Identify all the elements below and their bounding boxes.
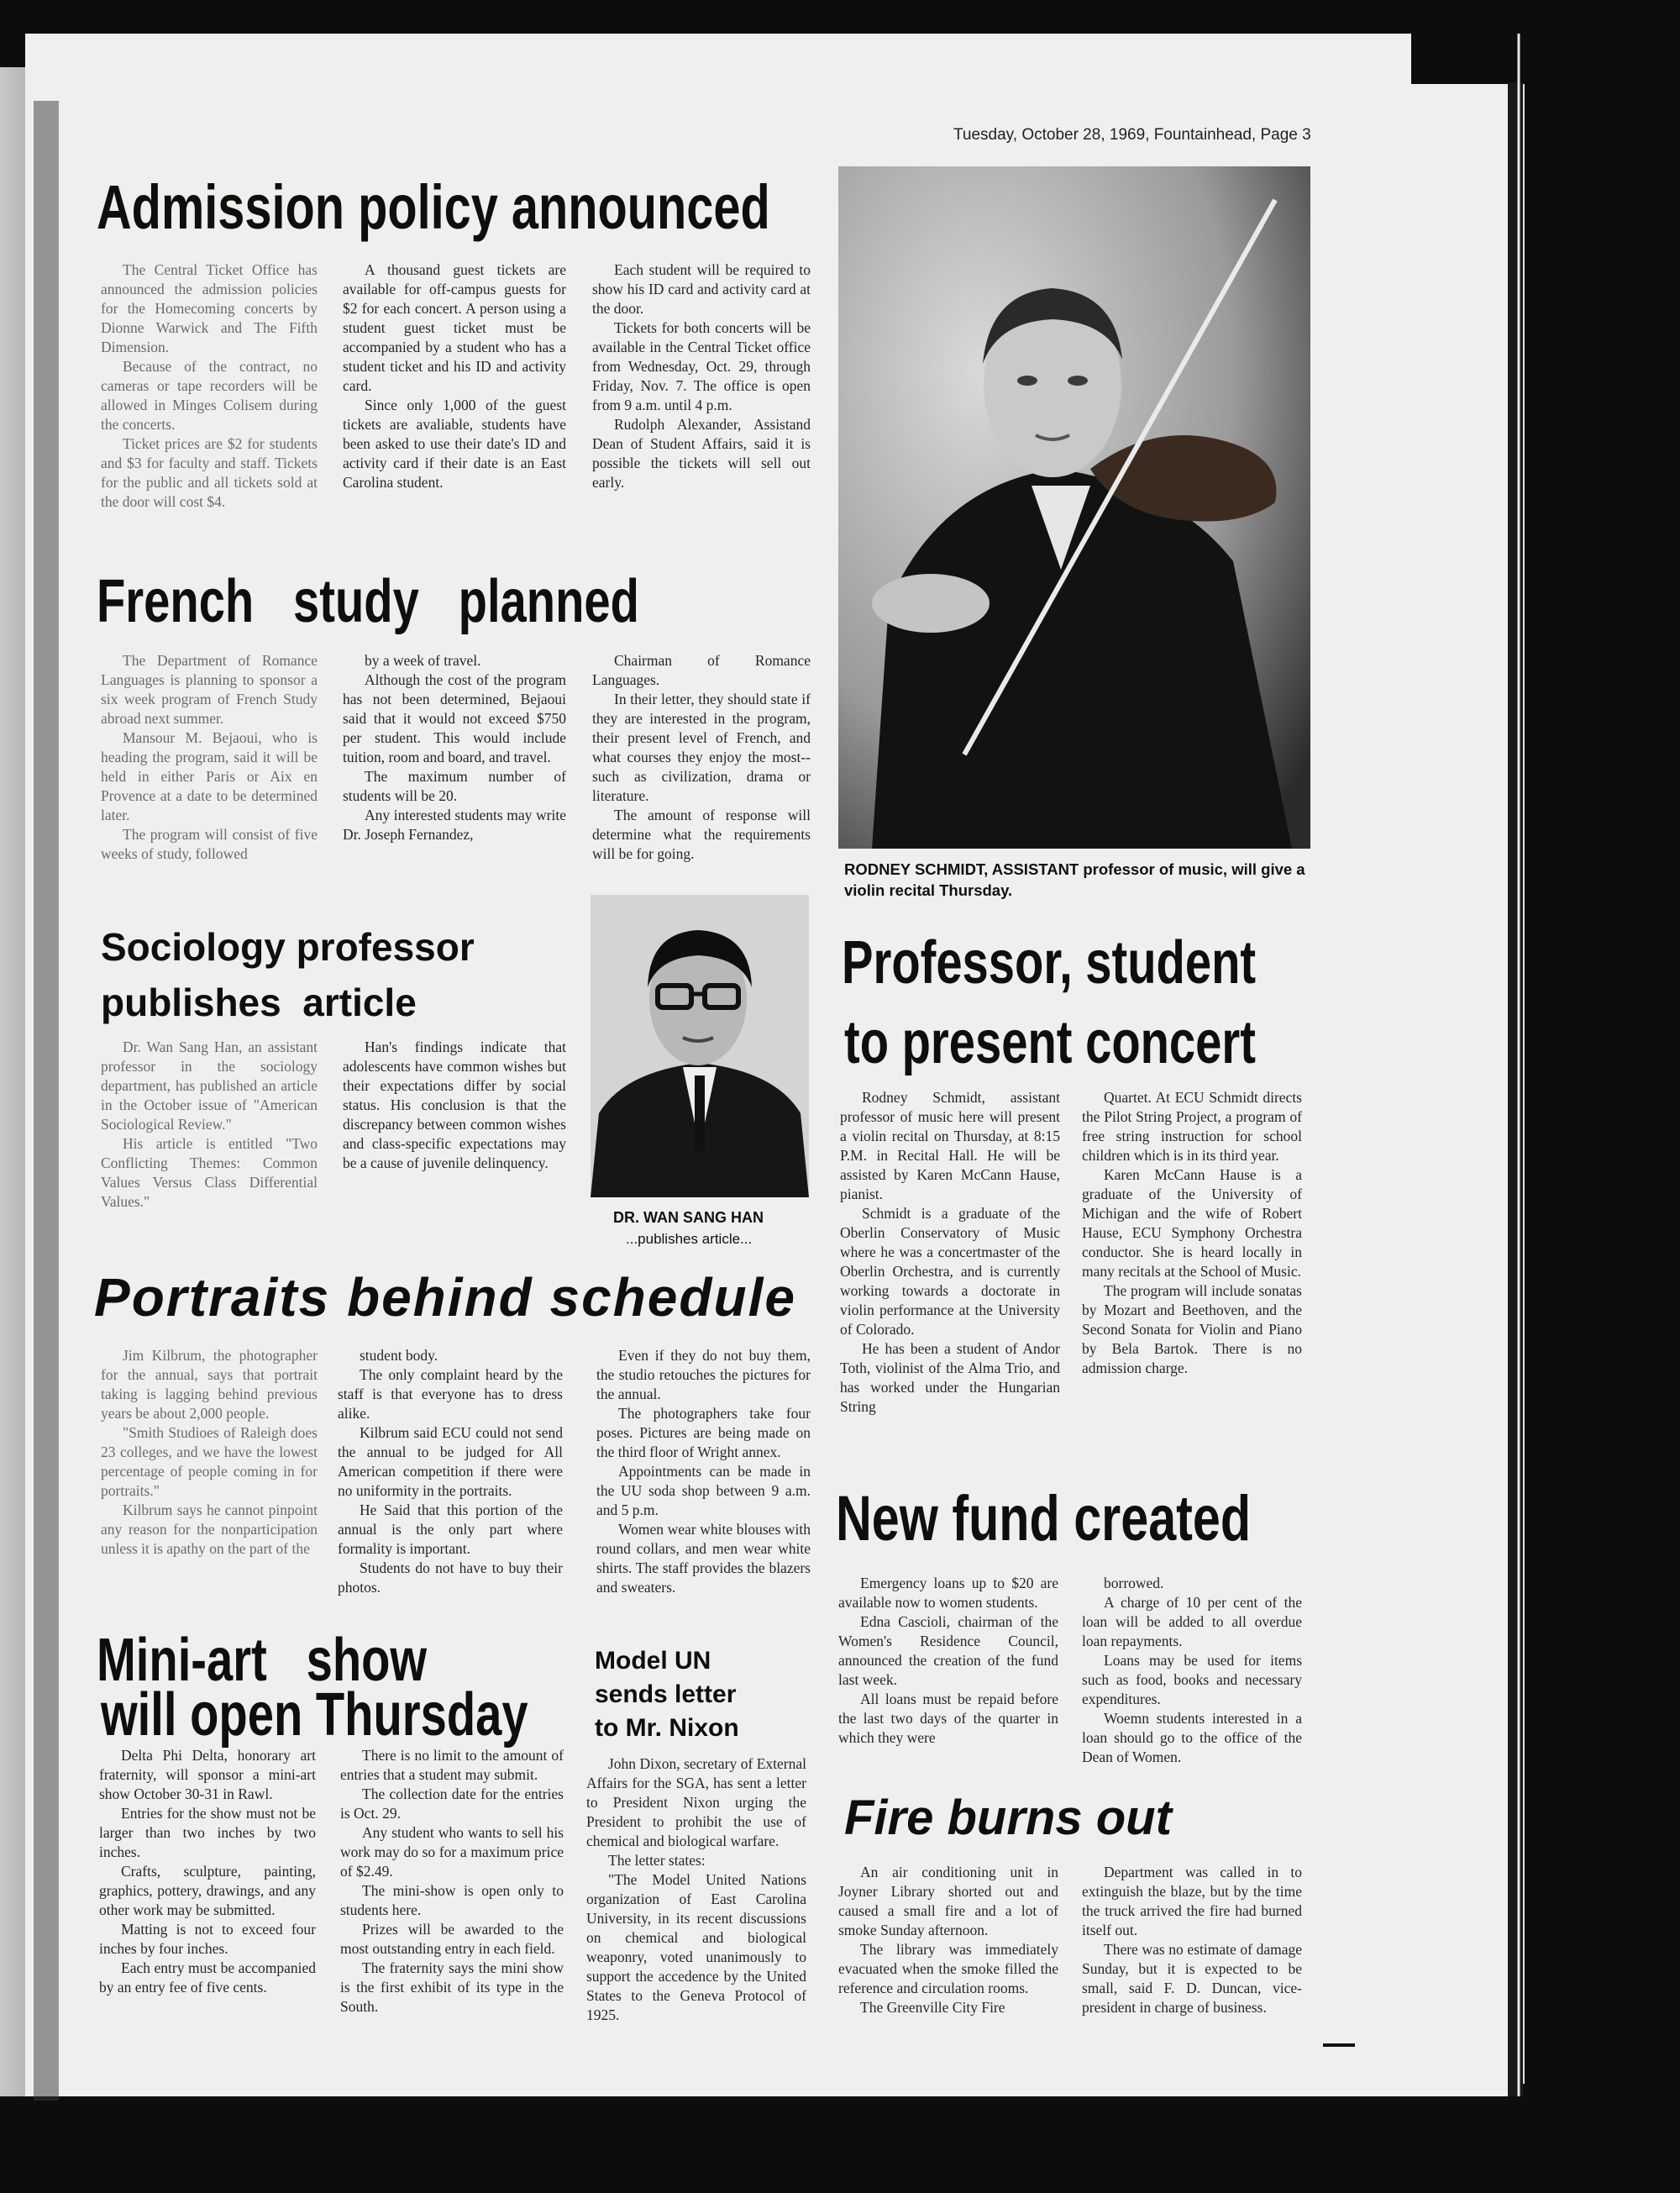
headline-modelun-line-2: sends letter	[595, 1680, 737, 1708]
dateline: Tuesday, October 28, 1969, Fountainhead, Page 3	[953, 126, 1311, 144]
headline-modelun-line-3: to Mr. Nixon	[595, 1714, 739, 1742]
miniart-col-2: There is no limit to the amount of entries that a student may submit. The collection date for the entries is Oct. 29. Any student who wants to sell his work may do so for a maximum price of $2.49. The mini-show is open only to students here. Prizes will be awarded to the most outstanding entry in each field. The fraternity says the mini show is the first exhibit of its type in the South.	[340, 1747, 564, 2015]
fund-col-1: Emergency loans up to $20 are available now to women students. Edna Cascioli, chairman of the Women's Residence Council, announced the creation of the fund last week. All loans must be repaid before the last two days of the quarter in which they were	[838, 1575, 1058, 1746]
portraits-col-2: student body. The only complaint heard by the staff is that everyone has to dress alike. Kilbrum said ECU could not send the annual to be judged for All American competition if there were no uniformity in the portraits. He Said that this portion of the annual is the only part where formality is important. Students do not have to buy their photos.	[338, 1347, 563, 1596]
schmidt-photo-caption: RODNEY SCHMIDT, ASSISTANT professor of music, will give a violin recital Thursday.	[844, 860, 1305, 899]
headline-modelun-line-1: Model UN	[595, 1647, 711, 1675]
headline-fire: Fire burns out	[844, 1791, 1172, 1845]
sociology-col-2: Han's findings indicate that adolescents have common wishes but their expectations differ by social status. His conclusion is that the discrepancy between common wishes and class-specific expectations may be a cause of juvenile delinquency.	[343, 1039, 566, 1171]
french-col-1: The Department of Romance Languages is planning to sponsor a six week program of French Study abroad next summer. Mansour M. Bejaoui, who is heading the program, said it will be held in either Paris or Aix en Provence at a date to be determined later. The program will consist of five weeks of study, followed	[101, 652, 318, 862]
admission-col-2: A thousand guest tickets are available for off-campus guests for $2 for each concert. A person using a student guest ticket must be accompanied by a student who has a student ticket and his ID and activity card. Since only 1,000 of the guest tickets are avaliable, students have been asked to use their date's ID and activity card if their date is an East Carolina student.	[343, 261, 566, 491]
headline-admission: Admission policy announced	[97, 172, 770, 242]
fire-col-1: An air conditioning unit in Joyner Library shorted out and caused a small fire and a lot of smoke Sunday afternoon. The library was immediately evacuated when the smoke filled the reference and circulation rooms. The Greenville City Fire	[838, 1864, 1058, 2016]
han-photo	[591, 895, 809, 1197]
miniart-col-1: Delta Phi Delta, honorary art fraternity, will sponsor a mini-art show October 30-31 in Rawl. Entries for the show must not be larger than two inches by two inches. Crafts, sculpture, painting, graphics, pottery, drawings, and any other work may be submitted. Matting is not to exceed four inches by four inches. Each entry must be accompanied by an entry fee of five cents.	[99, 1747, 316, 1996]
headline-fund: New fund created	[836, 1483, 1252, 1554]
headline-sociology-line-1: Sociology professor	[101, 925, 475, 969]
french-col-2: by a week of travel. Although the cost of the program has not been determined, Bejaoui said that it would not exceed $750 per student. This would include tuition, room and board, and travel. The maximum number of students will be 20. Any interested students may write Dr. Joseph Fernandez,	[343, 652, 566, 843]
end-mark	[1323, 2043, 1355, 2047]
modelun-col: John Dixon, secretary of External Affairs for the SGA, has sent a letter to President Nixon urging the President to prohibit the use of chemical and biological warfare. The letter states: "The Model United Nations organization of East Carolina University, in its recent discussions on chemical and biological weaponry, voted unanimously to support the accedence by the United States to the Geneva Protocol of 1925.	[586, 1755, 806, 2023]
man-portrait-icon	[591, 895, 809, 1197]
headline-french: French study planned	[97, 568, 639, 635]
concert-col-2: Quartet. At ECU Schmidt directs the Pilot String Project, a program of free string instruction for school children which is in its third year. Karen McCann Hause is a graduate of the University of Michigan and the wife of Robert Hause, ECU Symphony Orchestra conductor. She is heard locally in many recitals at the School of Music. The program will include sonatas by Mozart and Beethoven, and the Second Sonata for Violin and Piano by Bela Bartok. There is no admission charge.	[1082, 1089, 1302, 1376]
headline-sociology-line-2: publishes article	[101, 981, 417, 1024]
han-photo-subcaption: ...publishes article...	[626, 1231, 753, 1247]
fund-col-2: borrowed. A charge of 10 per cent of the loan will be added to all overdue loan repayments. Loans may be used for items such as food, books and necessary expenditures. Woemn students interested in a loan should go to the office of the Dean of Women.	[1082, 1575, 1302, 1765]
han-photo-caption: DR. WAN SANG HAN	[613, 1209, 764, 1226]
headline-concert-line-1: Professor, student	[842, 929, 1257, 997]
concert-col-1: Rodney Schmidt, assistant professor of music here will present a violin recital on Thursday, at 8:15 P.M. in Recital Hall. He will be assisted by Karen McCann Hause, pianist. Schmidt is a graduate of the Oberlin Conservatory of Music where he was a concertmaster of the Oberlin Orchestra, and is currently working towards a doctorate in violin performance at the University of Colorado. He has been a student of Andor Toth, violinist of the Alma Trio, and has worked under the Hungarian String	[840, 1089, 1060, 1415]
headline-concert-line-2: to present concert	[844, 1009, 1256, 1076]
admission-col-1: The Central Ticket Office has announced the admission policies for the Homecoming concerts by Dionne Warwick and The Fifth Dimension. Because of the contract, no cameras or tape recorders will be allowed in Minges Colisem during the concerts. Ticket prices are $2 for students and $3 for faculty and staff. Tickets for the public and all tickets sold at the door will cost $4.	[101, 261, 318, 510]
fire-col-2: Department was called in to extinguish the blaze, but by the time the truck arrived the fire had burned itself out. There was no estimate of damage Sunday, but it is expected to be small, said F. D. Duncan, vice-president in charge of business.	[1082, 1864, 1302, 2016]
portraits-col-3: Even if they do not buy them, the studio retouches the pictures for the annual. The photographers take four poses. Pictures are being made on the third floor of Wright annex. Appointments can be made in the UU soda shop between 9 a.m. and 5 p.m. Women wear white blouses with round collars, and men wear white shirts. The staff provides the blazers and sweaters.	[596, 1347, 811, 1596]
sociology-col-1: Dr. Wan Sang Han, an assistant professor in the sociology department, has published an article in the October issue of "American Sociological Review." His article is entitled "Two Conflicting Themes: Common Values Versus Class Differential Values."	[101, 1039, 318, 1210]
schmidt-photo	[838, 166, 1310, 849]
headline-miniart-line-2: will open Thursday	[101, 1681, 528, 1749]
violinist-portrait-icon	[838, 166, 1310, 849]
page-shadow	[1516, 67, 1600, 2084]
headline-portraits: Portraits behind schedule	[94, 1267, 796, 1328]
admission-col-3: Each student will be required to show his ID card and activity card at the door. Tickets for both concerts will be available in the Central Ticket office from Wednesday, Oct. 29, through Friday, Nov. 7. The office is open from 9 a.m. until 4 p.m. Rudolph Alexander, Assistand Dean of Student Affairs, said it is possible the tickets will sell out early.	[592, 261, 811, 491]
portraits-col-1: Jim Kilbrum, the photographer for the annual, says that portrait taking is lagging behind previous years be about 2,000 people. "Smith Studioes of Raleigh does 23 colleges, and we have the lowest percentage of people coming in for portraits." Kilbrum says he cannot pinpoint any reason for the nonparticipation unless it is apathy on the part of the	[101, 1347, 318, 1557]
headline-miniart-line-1: Mini-art show	[97, 1627, 428, 1694]
french-col-3: Chairman of Romance Languages. In their letter, they should state if they are interested in the program, their present level of French, and what courses they enjoy the most--such as civilization, drama or literature. The amount of response will determine what the requirements will be for going.	[592, 652, 811, 862]
